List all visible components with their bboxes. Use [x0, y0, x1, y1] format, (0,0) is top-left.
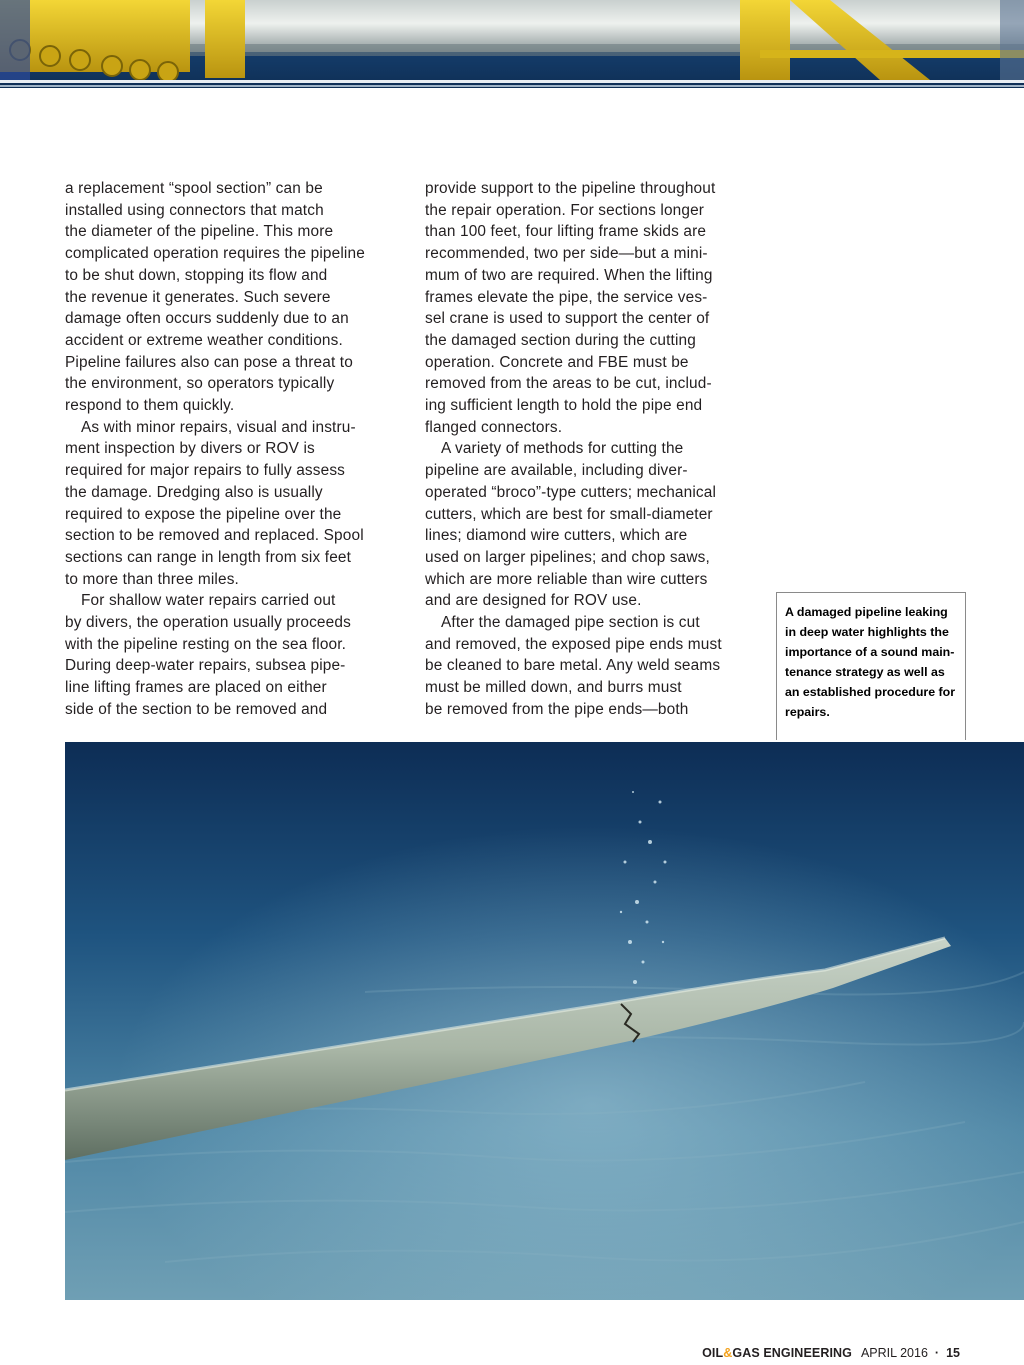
article-line: a replacement “spool section” can be — [65, 180, 323, 197]
caption-line: repairs. — [785, 705, 830, 719]
article-line: respond to them quickly. — [65, 397, 235, 415]
caption-line: tenance strategy as well as — [785, 665, 945, 679]
caption-line: A damaged pipeline leaking — [785, 605, 948, 619]
article-line: Pipeline failures also can pose a threat to — [65, 353, 353, 371]
article-line: which are more reliable than wire cutters — [425, 570, 708, 588]
article-line: complicated operation requires the pipeline — [65, 245, 365, 263]
article-line: the repair operation. For sections longer — [425, 201, 705, 219]
article-line: the environment, so operators typically — [65, 375, 335, 393]
article-line: be cleaned to bare metal. Any weld seams — [425, 657, 721, 675]
article-line: provide support to the pipeline throughout — [425, 180, 716, 197]
photo-caption — [785, 602, 967, 722]
damaged-pipeline-illustration — [65, 742, 1024, 1300]
article-line: operation. Concrete and FBE must be — [425, 353, 689, 371]
article-line: by divers, the operation usually proceeds — [65, 614, 351, 632]
article-line: removed from the areas to be cut, includ- — [425, 375, 712, 393]
article-line: flanged connectors. — [425, 418, 563, 436]
top-rule-secondary — [0, 85, 1024, 87]
article-line: than 100 feet, four lifting frame skids are — [425, 223, 707, 241]
footer-separator: · — [934, 1346, 940, 1360]
caption-line: in deep water highlights the — [785, 625, 949, 639]
article-line: the revenue it generates. Such severe — [65, 288, 331, 306]
article-line: lines; diamond wire cutters, which are — [425, 527, 688, 545]
article-line: line lifting frames are placed on either — [65, 679, 327, 697]
article-line: accident or extreme weather conditions. — [65, 331, 343, 349]
article-line: mum of two are required. When the lifting — [425, 266, 713, 284]
article-line: to be shut down, stopping its flow and — [65, 266, 328, 284]
top-photo-subsea-frame — [0, 0, 1024, 88]
article-line: frames elevate the pipe, the service ves- — [425, 288, 708, 306]
article-line: required for major repairs to fully assess — [65, 462, 346, 480]
article-line: and removed, the exposed pipe ends must — [425, 635, 722, 653]
article-line: sections can range in length from six feet — [65, 548, 352, 566]
publication-ampersand: & — [723, 1346, 733, 1360]
article-line: During deep-water repairs, subsea pipe- — [65, 657, 346, 675]
article-line: the damage. Dredging also is usually — [65, 483, 323, 501]
article-line: operated “broco”-type cutters; mechanical — [425, 483, 717, 501]
article-line: installed using connectors that match — [65, 201, 324, 219]
issue-date: APRIL 2016 — [860, 1346, 928, 1360]
article-line: the damaged section during the cutting — [425, 331, 696, 349]
page-number: 15 — [946, 1346, 960, 1360]
damaged-pipeline-photo — [65, 742, 1024, 1300]
article-line: and are designed for ROV use. — [425, 592, 642, 610]
page-footer — [702, 1346, 960, 1364]
photo-caption-box — [776, 592, 966, 740]
article-line: with the pipeline resting on the sea floor. — [65, 635, 347, 653]
publication-name — [702, 1346, 852, 1360]
article-line: As with minor repairs, visual and instru- — [81, 418, 356, 436]
article-line: After the damaged pipe section is cut — [441, 614, 700, 632]
subsea-frame-illustration — [0, 0, 1024, 88]
article-line: must be milled down, and burrs must — [425, 679, 682, 697]
article-line: to more than three miles. — [65, 570, 239, 588]
article-line: cutters, which are best for small-diameter — [425, 505, 713, 523]
caption-line: an established procedure for — [785, 685, 956, 699]
article-column-middle — [425, 178, 770, 721]
caption-line: importance of a sound main- — [785, 645, 955, 659]
publication-name-oil: OIL — [702, 1346, 724, 1360]
article-line: For shallow water repairs carried out — [81, 592, 336, 610]
article-line: A variety of methods for cutting the — [441, 440, 684, 458]
article-line: ing sufficient length to hold the pipe end — [425, 397, 703, 415]
article-column-left — [65, 178, 410, 721]
article-line: damage often occurs suddenly due to an — [65, 310, 349, 328]
article-line: required to expose the pipeline over the — [65, 505, 342, 523]
article-line: be removed from the pipe ends—both — [425, 700, 689, 718]
article-line: ment inspection by divers or ROV is — [65, 440, 315, 458]
article-line: pipeline are available, including diver- — [425, 462, 688, 480]
publication-name-gas-engineering: GAS ENGINEERING — [732, 1346, 852, 1360]
article-line: section to be removed and replaced. Spool — [65, 527, 364, 545]
article-line: used on larger pipelines; and chop saws, — [425, 548, 710, 566]
article-line: recommended, two per side—but a mini- — [425, 245, 708, 263]
article-line: sel crane is used to support the center of — [425, 310, 710, 328]
article-line: the diameter of the pipeline. This more — [65, 223, 334, 241]
top-rule — [0, 80, 1024, 83]
article-line: side of the section to be removed and — [65, 700, 328, 718]
